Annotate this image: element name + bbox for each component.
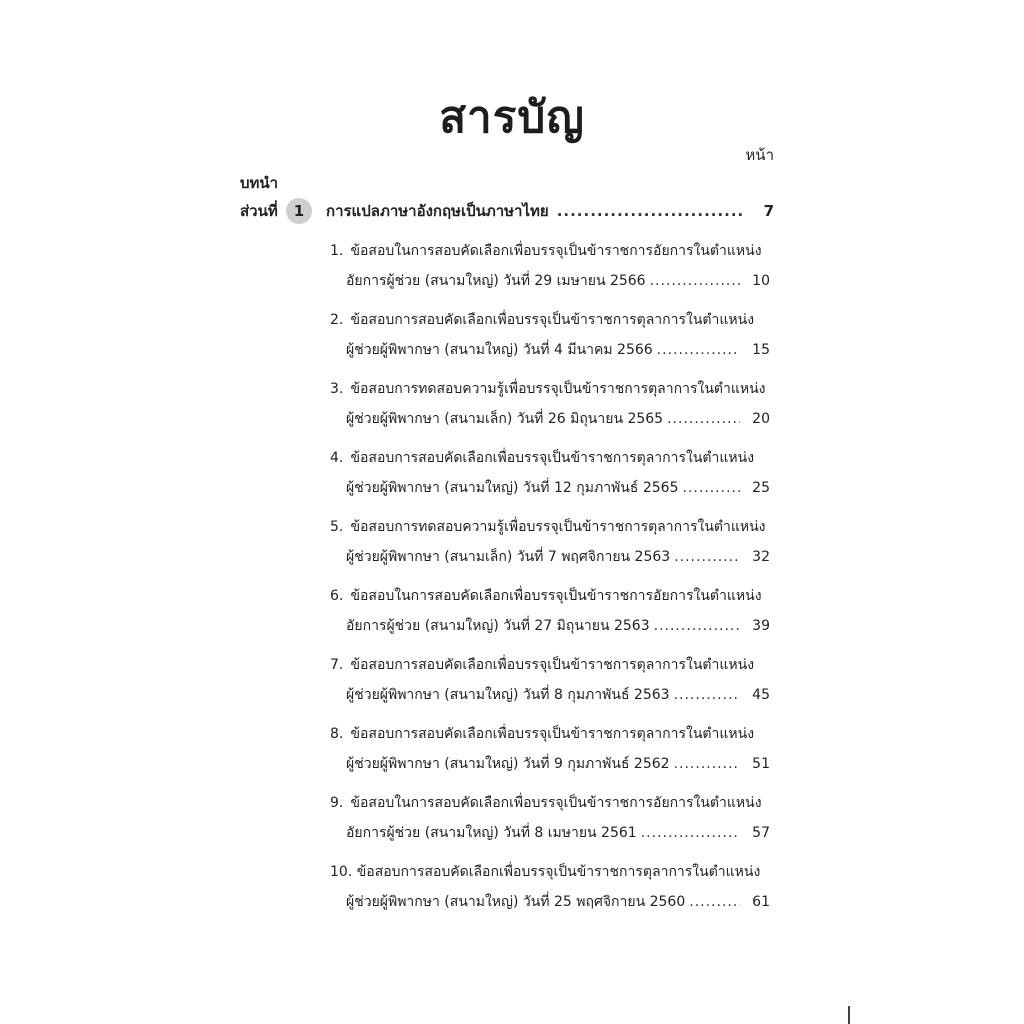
- entry-line2: ผู้ช่วยผู้พิพากษา (สนามใหญ่) วันที่ 9 กุมภาพันธ์ 2562: [346, 756, 670, 772]
- entry-line1: ข้อสอบในการสอบคัดเลือกเพื่อบรรจุเป็นข้าราชการอัยการในตำแหน่ง: [350, 795, 762, 811]
- entry-page-number: 32: [752, 549, 770, 565]
- entry-line2: อัยการผู้ช่วย (สนามใหญ่) วันที่ 8 เมษายน 2561: [346, 825, 637, 841]
- part-label: ส่วนที่: [240, 202, 278, 220]
- entry-line2: ผู้ช่วยผู้พิพากษา (สนามใหญ่) วันที่ 8 กุมภาพันธ์ 2563: [346, 687, 670, 703]
- entry-line2: อัยการผู้ช่วย (สนามใหญ่) วันที่ 27 มิถุนายน 2563: [346, 618, 650, 634]
- entry-page-number: 15: [752, 342, 770, 358]
- leader-dots: [674, 756, 740, 772]
- intro-label: บทนำ: [240, 174, 279, 192]
- toc-entry: [330, 305, 770, 374]
- entry-number: 3.: [330, 381, 344, 397]
- toc-entry: [330, 236, 770, 305]
- entry-line1: ข้อสอบในการสอบคัดเลือกเพื่อบรรจุเป็นข้าราชการอัยการในตำแหน่ง: [350, 243, 762, 259]
- toc-entry: [330, 650, 770, 719]
- leader-dots: [641, 825, 740, 841]
- toc-entry-list: [330, 236, 770, 926]
- entry-line2: ผู้ช่วยผู้พิพากษา (สนามเล็ก) วันที่ 7 พฤศจิกายน 2563: [346, 549, 671, 565]
- entry-line1: ข้อสอบการทดสอบความรู้เพื่อบรรจุเป็นข้าราชการตุลาการในตำแหน่ง: [350, 519, 766, 535]
- entry-number: 7.: [330, 657, 344, 673]
- entry-page-number: 57: [752, 825, 770, 841]
- leader-dots: [689, 894, 740, 910]
- entry-number: 2.: [330, 312, 344, 328]
- toc-entry: [330, 719, 770, 788]
- entry-number: 4.: [330, 450, 344, 466]
- entry-line2: ผู้ช่วยผู้พิพากษา (สนามใหญ่) วันที่ 12 กุมภาพันธ์ 2565: [346, 480, 679, 496]
- entry-page-number: 10: [752, 273, 770, 289]
- page-title: สารบัญ: [439, 92, 585, 143]
- entry-number: 1.: [330, 243, 344, 259]
- entry-line1: ข้อสอบการสอบคัดเลือกเพื่อบรรจุเป็นข้าราชการตุลาการในตำแหน่ง: [350, 657, 755, 673]
- entry-line2: อัยการผู้ช่วย (สนามใหญ่) วันที่ 29 เมษายน 2566: [346, 273, 646, 289]
- toc-entry: [330, 581, 770, 650]
- toc-entry: [330, 512, 770, 581]
- entry-line2: ผู้ช่วยผู้พิพากษา (สนามใหญ่) วันที่ 25 พฤศจิกายน 2560: [346, 894, 686, 910]
- entry-page-number: 51: [752, 756, 770, 772]
- entry-line1: ข้อสอบการทดสอบความรู้เพื่อบรรจุเป็นข้าราชการตุลาการในตำแหน่ง: [350, 381, 766, 397]
- entry-page-number: 25: [752, 480, 770, 496]
- entry-number: 10.: [330, 864, 353, 880]
- leader-dots: [650, 273, 740, 289]
- entry-line1: ข้อสอบการสอบคัดเลือกเพื่อบรรจุเป็นข้าราชการตุลาการในตำแหน่ง: [350, 312, 755, 328]
- leader-dots: [674, 549, 740, 565]
- leader-dots: [657, 342, 740, 358]
- leader-dots: [667, 411, 740, 427]
- toc-entry: [330, 443, 770, 512]
- entry-number: 8.: [330, 726, 344, 742]
- entry-number: 9.: [330, 795, 344, 811]
- toc-entry: [330, 374, 770, 443]
- leader-dots: [654, 618, 740, 634]
- entry-line1: ข้อสอบการสอบคัดเลือกเพื่อบรรจุเป็นข้าราชการตุลาการในตำแหน่ง: [350, 726, 755, 742]
- page-column-label: หน้า: [745, 146, 774, 164]
- entry-line2: ผู้ช่วยผู้พิพากษา (สนามเล็ก) วันที่ 26 มิถุนายน 2565: [346, 411, 664, 427]
- toc-entry: [330, 788, 770, 857]
- leader-dots: [682, 480, 740, 496]
- toc-entry: [330, 857, 770, 926]
- leader-dots: [674, 687, 740, 703]
- entry-line1: ข้อสอบการสอบคัดเลือกเพื่อบรรจุเป็นข้าราชการตุลาการในตำแหน่ง: [356, 864, 761, 880]
- part-page-number: 7: [763, 202, 774, 220]
- entry-number: 6.: [330, 588, 344, 604]
- entry-page-number: 39: [752, 618, 770, 634]
- entry-line2: ผู้ช่วยผู้พิพากษา (สนามใหญ่) วันที่ 4 มีนาคม 2566: [346, 342, 653, 358]
- entry-number: 5.: [330, 519, 344, 535]
- part-number-badge: 1: [286, 198, 312, 224]
- entry-page-number: 61: [752, 894, 770, 910]
- part-title: การแปลภาษาอังกฤษเป็นภาษาไทย: [326, 202, 549, 220]
- entry-page-number: 45: [752, 687, 770, 703]
- page-edge-mark: [848, 1006, 850, 1024]
- leader-dots: [557, 202, 744, 220]
- entry-line1: ข้อสอบในการสอบคัดเลือกเพื่อบรรจุเป็นข้าราชการอัยการในตำแหน่ง: [350, 588, 762, 604]
- entry-page-number: 20: [752, 411, 770, 427]
- entry-line1: ข้อสอบการสอบคัดเลือกเพื่อบรรจุเป็นข้าราชการตุลาการในตำแหน่ง: [350, 450, 755, 466]
- part-heading-row: [240, 198, 774, 224]
